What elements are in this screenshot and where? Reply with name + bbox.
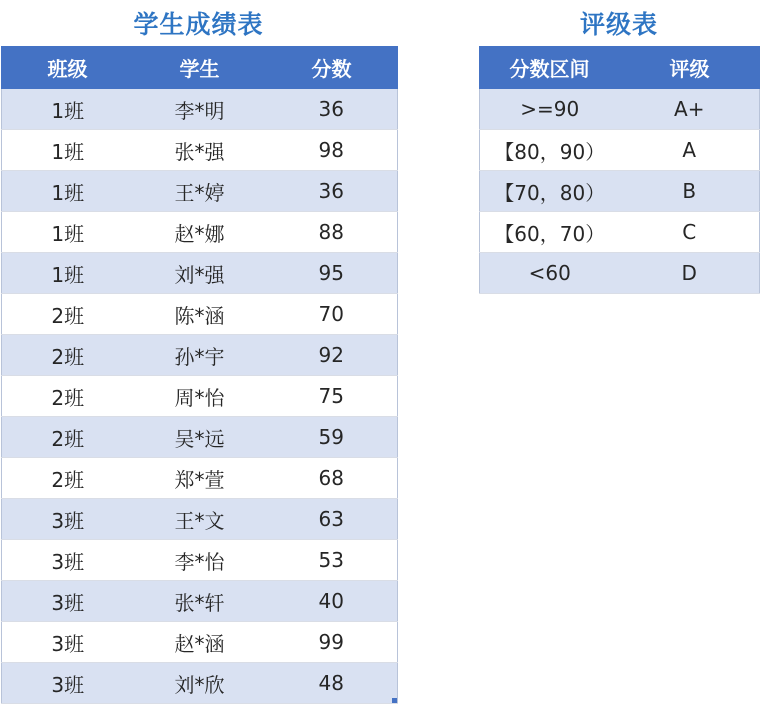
table-cell[interactable]: 3班: [2, 663, 134, 704]
table-cell[interactable]: 1班: [2, 89, 134, 130]
table-cell[interactable]: 3班: [2, 581, 134, 622]
table-cell[interactable]: 1班: [2, 171, 134, 212]
table-cell[interactable]: 48: [266, 663, 398, 704]
table-cell[interactable]: 郑*萱: [134, 458, 266, 499]
table-cell[interactable]: 刘*强: [134, 253, 266, 294]
table-cell[interactable]: 1班: [2, 212, 134, 253]
grade-table: [479, 46, 760, 294]
table-cell[interactable]: 88: [266, 212, 398, 253]
table-row: [2, 622, 398, 663]
table-row: [2, 294, 398, 335]
table-cell[interactable]: 刘*欣: [134, 663, 266, 704]
table-cell[interactable]: 36: [266, 171, 398, 212]
table-cell[interactable]: 53: [266, 540, 398, 581]
table-cell[interactable]: 1班: [2, 130, 134, 171]
table-row: [2, 417, 398, 458]
column-header-student[interactable]: 学生: [134, 47, 266, 89]
table-cell[interactable]: 【60，70）: [480, 212, 620, 253]
table-cell[interactable]: 99: [266, 622, 398, 663]
table-cell[interactable]: 59: [266, 417, 398, 458]
table-row: [2, 581, 398, 622]
table-cell[interactable]: 70: [266, 294, 398, 335]
score-table: [1, 46, 398, 704]
table-cell[interactable]: 2班: [2, 458, 134, 499]
table-cell[interactable]: 张*强: [134, 130, 266, 171]
table-row: [2, 171, 398, 212]
table-row: [2, 130, 398, 171]
table-row: [2, 89, 398, 130]
column-header-class[interactable]: 班级: [2, 47, 134, 89]
table-cell[interactable]: 2班: [2, 294, 134, 335]
table-cell[interactable]: 3班: [2, 499, 134, 540]
table-cell[interactable]: 63: [266, 499, 398, 540]
column-header-score[interactable]: 分数: [266, 47, 398, 89]
table-cell[interactable]: B: [620, 171, 760, 212]
table-row: [2, 458, 398, 499]
table-cell[interactable]: 【80，90）: [480, 130, 620, 171]
table-row: [480, 89, 760, 130]
table-cell[interactable]: 40: [266, 581, 398, 622]
table-row: [2, 376, 398, 417]
table-row: [2, 499, 398, 540]
table-cell[interactable]: <60: [480, 253, 620, 294]
table-cell[interactable]: 王*婷: [134, 171, 266, 212]
table-cell[interactable]: 陈*涵: [134, 294, 266, 335]
table-cell[interactable]: 赵*涵: [134, 622, 266, 663]
table-cell[interactable]: 赵*娜: [134, 212, 266, 253]
table-cell[interactable]: A+: [620, 89, 760, 130]
table-cell[interactable]: 周*怡: [134, 376, 266, 417]
table-cell[interactable]: 吴*远: [134, 417, 266, 458]
table-cell[interactable]: C: [620, 212, 760, 253]
table-cell[interactable]: 75: [266, 376, 398, 417]
table-cell[interactable]: 李*明: [134, 89, 266, 130]
column-header-grade[interactable]: 评级: [620, 47, 760, 89]
table-cell[interactable]: 68: [266, 458, 398, 499]
score-table-header-row: [2, 47, 398, 89]
table-cell[interactable]: 3班: [2, 540, 134, 581]
table-cell[interactable]: 张*轩: [134, 581, 266, 622]
table-cell[interactable]: 36: [266, 89, 398, 130]
grade-table-header-row: [480, 47, 760, 89]
table-cell[interactable]: 1班: [2, 253, 134, 294]
table-cell[interactable]: 92: [266, 335, 398, 376]
table-cell[interactable]: 98: [266, 130, 398, 171]
table-row: [480, 130, 760, 171]
table-cell[interactable]: 2班: [2, 376, 134, 417]
table-row: [2, 212, 398, 253]
score-table-title: 学生成绩表: [133, 10, 264, 39]
column-header-score-range[interactable]: 分数区间: [480, 47, 620, 89]
table-row: [480, 253, 760, 294]
table-cell[interactable]: 李*怡: [134, 540, 266, 581]
table-row: [2, 663, 398, 704]
table-cell[interactable]: 2班: [2, 417, 134, 458]
table-cell[interactable]: 王*文: [134, 499, 266, 540]
table-row: [480, 212, 760, 253]
table-row: [480, 171, 760, 212]
table-row: [2, 335, 398, 376]
table-cell[interactable]: >=90: [480, 89, 620, 130]
table-row: [2, 253, 398, 294]
table-cell[interactable]: D: [620, 253, 760, 294]
table-cell[interactable]: 孙*宇: [134, 335, 266, 376]
table-row: [2, 540, 398, 581]
table-cell[interactable]: 3班: [2, 622, 134, 663]
table-cell[interactable]: A: [620, 130, 760, 171]
table-cell[interactable]: 95: [266, 253, 398, 294]
table-cell[interactable]: 【70，80）: [480, 171, 620, 212]
table-cell[interactable]: 2班: [2, 335, 134, 376]
table-resize-handle[interactable]: [392, 698, 397, 703]
grade-table-title: 评级表: [579, 10, 658, 39]
